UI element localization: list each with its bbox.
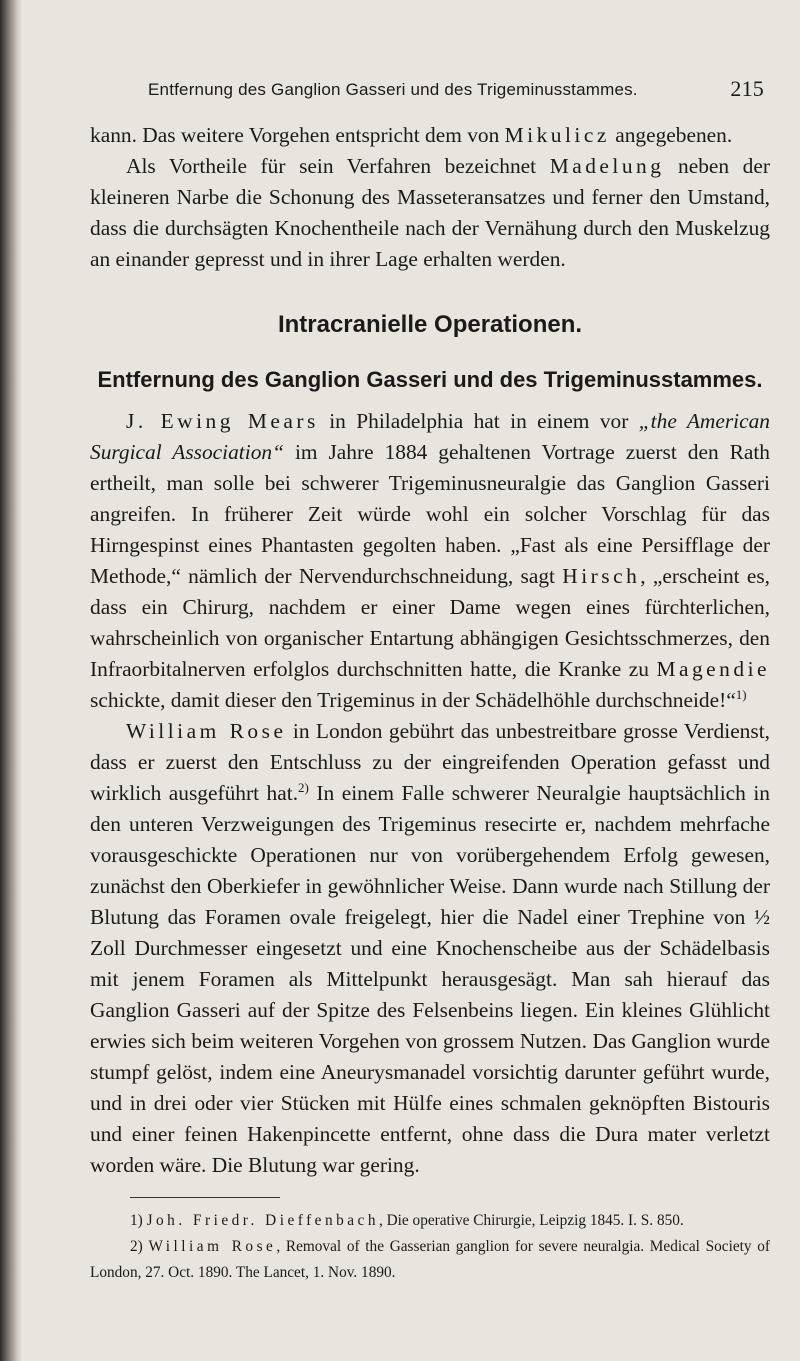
running-header xyxy=(90,74,770,110)
author-name: Magendie xyxy=(656,657,770,681)
paragraph-4: William Rose in London gebührt das unbestreitbare grosse Verdienst, dass er zuerst den Entschluss zu der eingreifenden Operation gefasst und wirklich ausgeführt hat.$^{2)}$ In einem Falle schwerer Neuralgie hauptsächlich in den unteren Verzweigungen des Trigeminus resecirte er, nachdem mehrfache vorausgeschickte Operationen nur von vorübergehendem Erfolg gewesen, zunächst den Oberkiefer in gewöhnlicher Weise. Dann wurde nach Stillung der Blutung das Foramen ovale freigelegt, hier die Nadel einer Trephine von ½ Zoll Durchmesser eingesetzt und eine Knochenscheibe aus der Schädelbasis mit jenem Foramen als Mittelpunkt herausgesägt. Man sah hierauf das Ganglion Gasseri auf der Spitze des Felsenbeins liegen. Ein kleines Glühlicht erwies sich beim weiteren Vorgehen von grossem Nutzen. Das Ganglion wurde stumpf gelöst, indem eine Aneurysmanadel vorsichtig darunter geführt wurde, und in drei oder vier Stücken mit Hülfe eines schmalen geknöpften Bistouris und einer feinen Hakenpincette entfernt, ohne dass die Dura mater verletzt worden wäre. Die Blutung war gering. xyxy=(90,719,770,1177)
author-name: J. Ewing Mears xyxy=(126,409,319,433)
page-number: 215 xyxy=(730,76,764,101)
paragraph-1: kann. Das weitere Vorgehen entspricht dem von Mikulicz angegebenen. xyxy=(90,123,733,147)
book-binding-shadow xyxy=(0,0,22,1361)
book-page xyxy=(90,0,770,1361)
paragraph-3: J. Ewing Mears in Philadelphia hat in einem vor „the American Surgical Association“ im Jahre 1884 gehaltenen Vortrage zuerst den Rath ertheilt, man solle bei schwerer Trigeminusneuralgie das Ganglion Gasseri angreifen. In früherer Zeit würde wohl ein solcher Vorschlag für das Hirngespinst eines Phantasten gegolten haben. „Fast als eine Persifflage der Methode,“ nämlich der Nervendurchschneidung, sagt Hirsch, „erscheint es, dass ein Chirurg, nachdem er einer Dame wegen eines fürchterlichen, wahrscheinlich von organischer Entartung abhängigen Gesichtsschmerzes, den Infraorbitalnerven erfolglos durchschnitten hatte, die Kranke zu Magendie schickte, damit dieser den Trigeminus in der Schädelhöhle durchschneide!“$^{1)}$ xyxy=(90,409,770,712)
author-name: Hirsch xyxy=(562,564,641,588)
author-name: Madelung xyxy=(549,154,665,178)
italic-title: „the American Surgical Association“ xyxy=(90,409,770,464)
page-body xyxy=(90,120,770,1286)
footnote-ref: 2) xyxy=(298,779,309,795)
footnote-2: 2) William Rose, Removal of the Gasserian ganglion for severe neuralgia. Medical Society of London, 27. Oct. 1890. The Lancet, 1. Nov. 1890. xyxy=(90,1238,771,1281)
paragraph-2: Als Vortheile für sein Verfahren bezeichnet Madelung neben der kleineren Narbe die Schonung des Masseteransatzes und ferner den Umstand, dass die durchsägten Knochentheile nach der Vernähung durch den Muskelzug an einander gepresst und in ihrer Lage erhalten werden. xyxy=(90,154,770,271)
footnote-divider xyxy=(130,1197,280,1198)
running-title: Entfernung des Ganglion Gasseri und des Trigeminusstammes. xyxy=(148,80,638,99)
author-name: William Rose xyxy=(126,719,287,743)
footnote-ref: 1) xyxy=(735,686,747,702)
author-name: Mikulicz xyxy=(504,123,610,147)
footnote-1: 1) Joh. Friedr. Dieffenbach, Die operative Chirurgie, Leipzig 1845. I. S. 850. xyxy=(130,1212,684,1229)
section-heading: Intracranielle Operationen. xyxy=(277,311,583,338)
subsection-heading: Entfernung des Ganglion Gasseri und des Trigeminusstammes. xyxy=(97,367,763,392)
